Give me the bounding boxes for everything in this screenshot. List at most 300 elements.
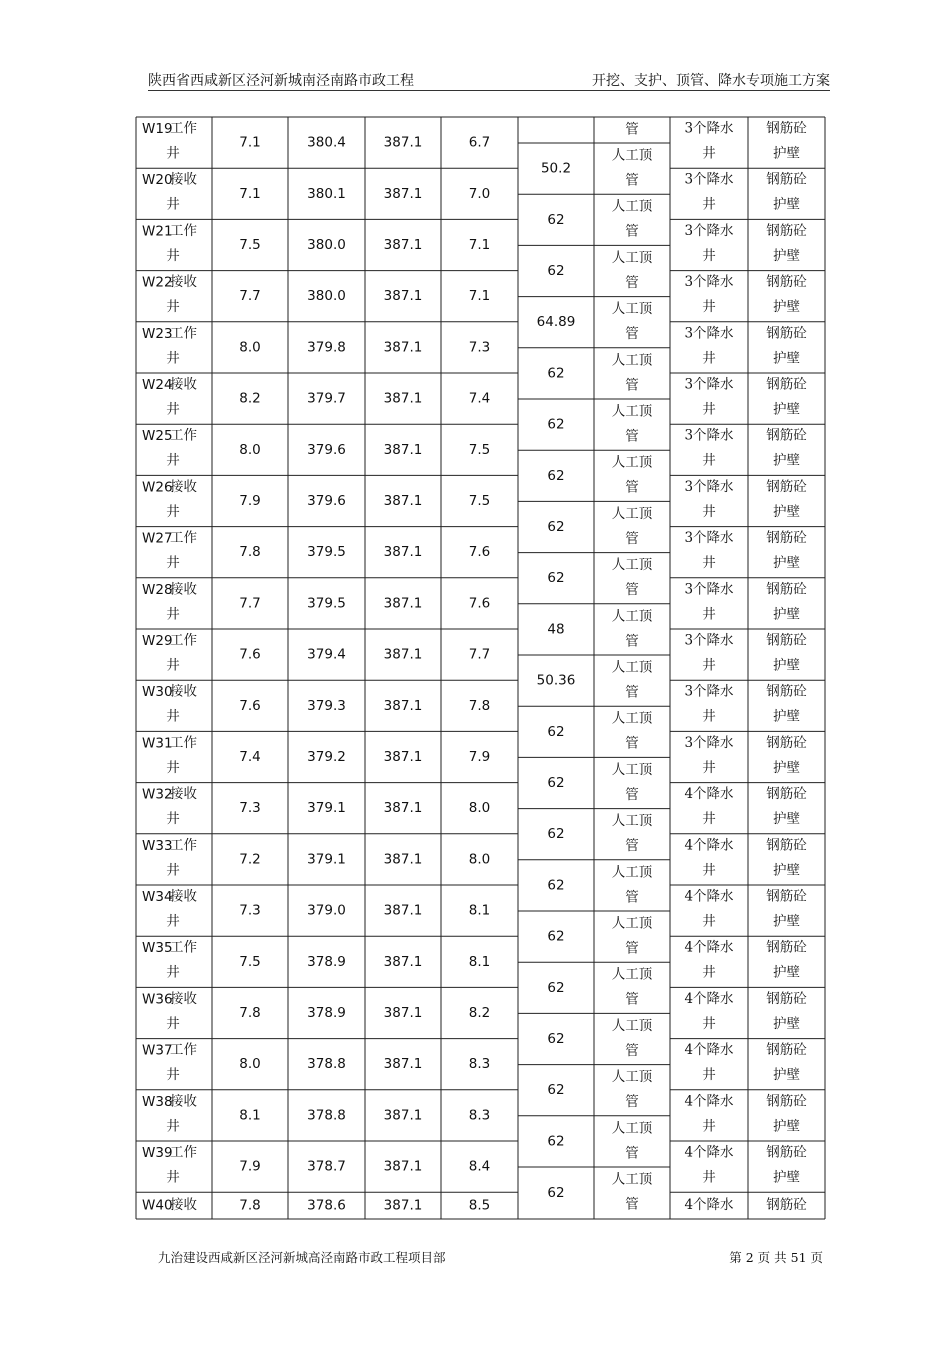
well-depth: 7.4 (239, 749, 261, 765)
well-depth: 7.6 (239, 646, 261, 663)
well-value: 7.4 (468, 390, 491, 407)
well-type: 工作 (170, 427, 197, 444)
dewatering-wells: 3个降水 (684, 376, 734, 393)
well-depth: 7.6 (239, 697, 261, 714)
construction-method-cont: 管 (625, 1042, 639, 1059)
support-type: 钢筋砼 (766, 734, 807, 751)
support-type: 钢筋砼 (766, 171, 807, 188)
well-bottom-elevation: 379.8 (307, 339, 346, 356)
well-bottom-elevation: 378.7 (307, 1158, 346, 1175)
construction-method-cont: 管 (625, 991, 639, 1008)
segment-length: 62 (547, 979, 565, 996)
well-type: 工作 (170, 530, 197, 547)
well-type: 接收 (170, 786, 197, 803)
construction-method-cont: 管 (625, 121, 639, 138)
well-id: W36 (142, 991, 173, 1008)
segment-length: 50.36 (536, 672, 576, 689)
well-id: W21 (142, 223, 173, 240)
segment-length: 62 (547, 1031, 565, 1047)
well-type-cont: 井 (166, 1067, 180, 1084)
support-type-cont: 护壁 (773, 503, 800, 520)
construction-method: 人工顶 (611, 249, 653, 266)
support-type: 钢筋砼 (766, 120, 807, 137)
well-bottom-elevation: 379.5 (307, 544, 346, 561)
dewatering-wells: 3个降水 (684, 222, 734, 239)
well-ground-elevation: 387.1 (383, 493, 423, 509)
dewatering-wells: 4个降水 (684, 1093, 734, 1110)
segment-length: 62 (547, 1133, 565, 1150)
well-id: W31 (142, 735, 173, 752)
well-ground-elevation: 387.1 (383, 646, 423, 663)
dewatering-wells: 3个降水 (684, 427, 734, 444)
well-value: 6.7 (468, 134, 491, 151)
well-depth: 7.8 (239, 544, 261, 561)
well-bottom-elevation: 378.8 (307, 1056, 346, 1073)
well-type-cont: 井 (166, 145, 180, 162)
well-depth: 7.1 (239, 185, 261, 202)
dewatering-wells-cont: 井 (702, 452, 716, 469)
well-type-cont: 井 (166, 1118, 180, 1135)
support-type: 钢筋砼 (766, 1197, 807, 1214)
construction-method: 人工顶 (611, 864, 653, 881)
construction-method-cont: 管 (625, 582, 639, 599)
construction-method-cont: 管 (625, 1145, 639, 1162)
well-ground-elevation: 387.1 (383, 697, 423, 714)
well-id: W27 (142, 530, 173, 547)
construction-method-cont: 管 (625, 172, 639, 189)
well-id: W20 (142, 172, 173, 189)
segment-length: 62 (547, 775, 565, 791)
dewatering-wells-cont: 井 (702, 503, 716, 520)
well-type: 工作 (170, 939, 197, 956)
well-depth: 7.8 (239, 1005, 261, 1021)
well-depth: 7.1 (239, 134, 261, 151)
segment-length: 50.2 (540, 160, 572, 177)
support-type-cont: 护壁 (773, 299, 800, 316)
well-id: W38 (142, 1093, 173, 1110)
well-value: 7.6 (468, 544, 491, 561)
well-bottom-elevation: 380.4 (307, 134, 346, 151)
well-type-cont: 井 (166, 606, 180, 623)
well-type: 接收 (170, 990, 197, 1007)
well-value: 7.7 (468, 646, 491, 663)
support-type: 钢筋砼 (766, 1093, 807, 1110)
well-depth: 7.2 (239, 851, 261, 868)
well-depth: 8.0 (239, 339, 261, 356)
dewatering-wells-cont: 井 (702, 145, 716, 162)
well-value: 7.3 (468, 339, 491, 356)
support-type-cont: 护壁 (773, 145, 800, 162)
support-type: 钢筋砼 (766, 939, 807, 956)
support-type-cont: 护壁 (773, 913, 800, 930)
support-type-cont: 护壁 (773, 657, 800, 674)
dewatering-wells-cont: 井 (702, 299, 716, 316)
well-depth: 8.0 (239, 1056, 261, 1073)
well-type: 工作 (170, 1144, 197, 1161)
dewatering-wells-cont: 井 (702, 401, 716, 418)
well-bottom-elevation: 378.6 (307, 1197, 346, 1214)
well-id: W33 (142, 837, 173, 854)
support-type-cont: 护壁 (773, 964, 800, 981)
dewatering-wells: 3个降水 (684, 734, 734, 751)
support-type: 钢筋砼 (766, 888, 807, 905)
dewatering-wells: 3个降水 (684, 274, 734, 291)
well-id: W35 (142, 940, 173, 957)
well-type: 接收 (170, 171, 197, 188)
dewatering-wells: 4个降水 (684, 837, 734, 854)
construction-method-cont: 管 (625, 838, 639, 855)
well-id: W19 (142, 121, 173, 137)
construction-method: 人工顶 (611, 966, 653, 983)
well-id: W40 (142, 1197, 173, 1214)
well-ground-elevation: 387.1 (383, 1197, 423, 1214)
support-type: 钢筋砼 (766, 427, 807, 444)
construction-method: 人工顶 (611, 608, 653, 625)
well-ground-elevation: 387.1 (383, 237, 423, 253)
segment-length: 62 (547, 723, 565, 740)
well-value: 7.6 (468, 595, 491, 612)
well-depth: 7.9 (239, 493, 261, 509)
dewatering-wells-cont: 井 (702, 811, 716, 828)
dewatering-wells-cont: 井 (702, 964, 716, 981)
well-bottom-elevation: 379.4 (307, 646, 346, 663)
support-type-cont: 护壁 (773, 708, 800, 725)
dewatering-wells: 3个降水 (684, 530, 734, 547)
well-type-cont: 井 (166, 401, 180, 418)
construction-method-cont: 管 (625, 1094, 639, 1111)
well-type: 工作 (170, 1042, 197, 1059)
construction-method: 人工顶 (611, 454, 653, 471)
well-type: 工作 (170, 837, 197, 854)
segment-length: 62 (547, 211, 565, 228)
well-ground-elevation: 387.1 (383, 1056, 423, 1073)
well-id: W25 (142, 428, 173, 445)
segment-length: 48 (547, 621, 565, 638)
dewatering-wells-cont: 井 (702, 247, 716, 264)
well-type-cont: 井 (166, 1169, 180, 1186)
support-type: 钢筋砼 (766, 325, 807, 342)
segment-length: 62 (547, 877, 565, 894)
well-value: 8.4 (468, 1158, 491, 1175)
header-document-title: 开挖、支护、顶管、降水专项施工方案 (592, 73, 830, 89)
well-ground-elevation: 387.1 (383, 185, 423, 202)
construction-method-cont: 管 (625, 377, 639, 394)
construction-method-cont: 管 (625, 530, 639, 547)
well-type-cont: 井 (166, 708, 180, 725)
support-type: 钢筋砼 (766, 786, 807, 803)
dewatering-wells-cont: 井 (702, 913, 716, 930)
construction-method-cont: 管 (625, 786, 639, 803)
well-ground-elevation: 387.1 (383, 544, 423, 561)
support-type: 钢筋砼 (766, 990, 807, 1007)
support-type-cont: 护壁 (773, 862, 800, 879)
dewatering-wells: 4个降水 (684, 939, 734, 956)
segment-length: 62 (547, 519, 565, 535)
construction-method: 人工顶 (611, 352, 653, 369)
support-type: 钢筋砼 (766, 376, 807, 393)
construction-method-cont: 管 (625, 889, 639, 906)
dewatering-wells-cont: 井 (702, 350, 716, 367)
well-type-cont: 井 (166, 503, 180, 520)
well-type: 工作 (170, 120, 197, 137)
well-id: W26 (142, 479, 173, 496)
well-value: 7.0 (468, 185, 491, 202)
dewatering-wells-cont: 井 (702, 606, 716, 623)
construction-method: 人工顶 (611, 403, 653, 420)
well-depth: 7.3 (239, 800, 261, 817)
construction-method: 人工顶 (611, 1120, 653, 1137)
construction-method: 人工顶 (611, 1171, 653, 1188)
support-type-cont: 护壁 (773, 196, 800, 213)
support-type-cont: 护壁 (773, 247, 800, 264)
well-type-cont: 井 (166, 555, 180, 572)
support-type-cont: 护壁 (773, 759, 800, 776)
support-type-cont: 护壁 (773, 1067, 800, 1084)
dewatering-wells-cont: 井 (702, 759, 716, 776)
segment-length: 62 (547, 467, 565, 484)
dewatering-wells: 3个降水 (684, 683, 734, 700)
construction-method: 人工顶 (611, 1017, 653, 1034)
well-type-cont: 井 (166, 452, 180, 469)
construction-method-cont: 管 (625, 1196, 639, 1213)
well-type: 接收 (170, 683, 197, 700)
well-value: 8.3 (468, 1056, 491, 1073)
construction-method: 人工顶 (611, 557, 653, 574)
dewatering-wells-cont: 井 (702, 1118, 716, 1135)
construction-method-cont: 管 (625, 940, 639, 957)
support-type-cont: 护壁 (773, 811, 800, 828)
well-depth: 8.2 (239, 390, 261, 407)
segment-length: 62 (547, 416, 565, 433)
segment-length: 62 (547, 263, 565, 279)
dewatering-wells-cont: 井 (702, 657, 716, 674)
dewatering-wells: 3个降水 (684, 632, 734, 649)
support-type-cont: 护壁 (773, 606, 800, 623)
well-type: 工作 (170, 734, 197, 751)
well-id: W28 (142, 581, 173, 598)
dewatering-wells: 4个降水 (684, 1042, 734, 1059)
dewatering-wells: 3个降水 (684, 325, 734, 342)
well-id: W30 (142, 684, 173, 701)
dewatering-wells-cont: 井 (702, 1015, 716, 1032)
dewatering-wells: 3个降水 (684, 581, 734, 598)
dewatering-wells: 4个降水 (684, 888, 734, 905)
construction-method-cont: 管 (625, 479, 639, 496)
construction-method: 人工顶 (611, 710, 653, 727)
support-type: 钢筋砼 (766, 581, 807, 598)
well-value: 7.5 (468, 441, 491, 458)
header-project-title: 陕西省西咸新区泾河新城南泾南路市政工程 (148, 73, 414, 89)
well-type-cont: 井 (166, 350, 180, 367)
segment-length: 62 (547, 365, 565, 382)
well-value: 8.1 (468, 953, 491, 970)
well-type-cont: 井 (166, 247, 180, 264)
well-value: 8.3 (468, 1107, 491, 1124)
construction-method: 人工顶 (611, 761, 653, 778)
well-depth: 7.7 (239, 288, 261, 305)
well-type: 接收 (170, 274, 197, 291)
well-id: W22 (142, 274, 173, 291)
segment-length: 62 (547, 928, 565, 945)
construction-method: 人工顶 (611, 147, 653, 164)
construction-method: 人工顶 (611, 505, 653, 522)
well-id: W37 (142, 1042, 173, 1059)
well-bottom-elevation: 379.3 (307, 697, 346, 714)
well-bottom-elevation: 378.9 (307, 953, 346, 970)
well-value: 8.0 (468, 851, 491, 868)
well-value: 8.5 (468, 1197, 491, 1214)
well-depth: 7.9 (239, 1158, 261, 1175)
well-bottom-elevation: 380.0 (307, 237, 346, 253)
well-bottom-elevation: 379.0 (307, 902, 346, 919)
well-value: 7.1 (468, 288, 491, 305)
support-type: 钢筋砼 (766, 837, 807, 854)
well-ground-elevation: 387.1 (383, 441, 423, 458)
well-value: 8.2 (468, 1005, 491, 1021)
well-bottom-elevation: 379.6 (307, 441, 346, 458)
well-id: W39 (142, 1145, 173, 1161)
well-depth: 8.0 (239, 441, 261, 458)
well-type: 工作 (170, 325, 197, 342)
well-bottom-elevation: 378.8 (307, 1107, 346, 1124)
well-type: 接收 (170, 888, 197, 905)
dewatering-wells-cont: 井 (702, 862, 716, 879)
well-depth: 7.5 (239, 953, 261, 970)
well-id: W34 (142, 889, 173, 905)
support-type: 钢筋砼 (766, 1144, 807, 1161)
well-ground-elevation: 387.1 (383, 953, 423, 970)
support-type-cont: 护壁 (773, 1169, 800, 1186)
well-depth: 7.8 (239, 1197, 261, 1214)
well-ground-elevation: 387.1 (383, 902, 423, 919)
well-type-cont: 井 (166, 862, 180, 879)
well-ground-elevation: 387.1 (383, 749, 423, 765)
well-depth: 7.7 (239, 595, 261, 612)
dewatering-wells: 3个降水 (684, 120, 734, 137)
dewatering-wells-cont: 井 (702, 708, 716, 725)
well-ground-elevation: 387.1 (383, 595, 423, 612)
support-type: 钢筋砼 (766, 222, 807, 239)
well-bottom-elevation: 379.6 (307, 493, 346, 509)
segment-length: 64.89 (536, 314, 576, 331)
construction-method: 人工顶 (611, 198, 653, 215)
segment-length: 62 (547, 570, 565, 587)
support-type: 钢筋砼 (766, 478, 807, 495)
well-id: W32 (142, 786, 173, 803)
support-type-cont: 护壁 (773, 401, 800, 418)
support-type: 钢筋砼 (766, 530, 807, 547)
well-value: 7.9 (468, 749, 491, 765)
support-type-cont: 护壁 (773, 1118, 800, 1135)
well-id: W29 (142, 633, 173, 649)
well-ground-elevation: 387.1 (383, 390, 423, 407)
well-ground-elevation: 387.1 (383, 1107, 423, 1124)
well-type-cont: 井 (166, 657, 180, 674)
dewatering-wells: 3个降水 (684, 478, 734, 495)
dewatering-wells-cont: 井 (702, 1067, 716, 1084)
well-ground-elevation: 387.1 (383, 800, 423, 817)
dewatering-wells: 3个降水 (684, 171, 734, 188)
well-type: 接收 (170, 478, 197, 495)
well-type-cont: 井 (166, 299, 180, 316)
well-type-cont: 井 (166, 811, 180, 828)
dewatering-wells: 4个降水 (684, 786, 734, 803)
well-bottom-elevation: 380.1 (307, 185, 346, 202)
dewatering-wells-cont: 井 (702, 1169, 716, 1186)
support-type-cont: 护壁 (773, 555, 800, 572)
support-type: 钢筋砼 (766, 274, 807, 291)
well-bottom-elevation: 379.5 (307, 595, 346, 612)
well-bottom-elevation: 380.0 (307, 288, 346, 305)
well-ground-elevation: 387.1 (383, 288, 423, 305)
well-ground-elevation: 387.1 (383, 339, 423, 356)
well-ground-elevation: 387.1 (383, 1005, 423, 1021)
segment-length: 62 (547, 826, 565, 843)
well-ground-elevation: 387.1 (383, 1158, 423, 1175)
well-depth: 7.3 (239, 902, 261, 919)
well-id: W24 (142, 377, 173, 393)
construction-method-cont: 管 (625, 633, 639, 650)
support-type: 钢筋砼 (766, 683, 807, 700)
dewatering-wells: 4个降水 (684, 1144, 734, 1161)
support-type-cont: 护壁 (773, 452, 800, 469)
well-bottom-elevation: 379.7 (307, 390, 346, 407)
dewatering-wells: 4个降水 (684, 1197, 734, 1214)
well-type-cont: 井 (166, 1015, 180, 1032)
segment-length: 62 (547, 1082, 565, 1099)
support-type: 钢筋砼 (766, 632, 807, 649)
well-value: 8.1 (468, 902, 491, 919)
construction-method-cont: 管 (625, 326, 639, 343)
well-type: 接收 (170, 581, 197, 598)
dewatering-wells-cont: 井 (702, 196, 716, 213)
dewatering-wells: 4个降水 (684, 990, 734, 1007)
well-value: 7.1 (468, 237, 491, 253)
well-type: 接收 (170, 376, 197, 393)
construction-method: 人工顶 (611, 1069, 653, 1086)
construction-method-cont: 管 (625, 223, 639, 240)
well-ground-elevation: 387.1 (383, 134, 423, 151)
well-value: 7.8 (468, 697, 491, 714)
well-depth: 8.1 (239, 1107, 261, 1124)
well-type: 接收 (170, 1197, 197, 1214)
well-bottom-elevation: 378.9 (307, 1005, 346, 1021)
well-bottom-elevation: 379.2 (307, 749, 346, 765)
well-type: 工作 (170, 632, 197, 649)
support-type: 钢筋砼 (766, 1042, 807, 1059)
footer-page-number: 第 2 页 共 51 页 (729, 1250, 823, 1265)
construction-method: 人工顶 (611, 301, 653, 318)
construction-method-cont: 管 (625, 428, 639, 445)
well-type: 工作 (170, 222, 197, 239)
construction-method-cont: 管 (625, 274, 639, 291)
well-type-cont: 井 (166, 759, 180, 776)
well-id: W23 (142, 325, 173, 342)
well-value: 8.0 (468, 800, 491, 817)
well-type-cont: 井 (166, 913, 180, 930)
dewatering-wells-cont: 井 (702, 555, 716, 572)
footer-company: 九治建设西咸新区泾河新城高泾南路市政工程项目部 (158, 1250, 446, 1265)
construction-method-cont: 管 (625, 684, 639, 701)
construction-method-cont: 管 (625, 735, 639, 752)
well-bottom-elevation: 379.1 (307, 800, 346, 817)
support-type-cont: 护壁 (773, 350, 800, 367)
well-value: 7.5 (468, 493, 491, 509)
well-bottom-elevation: 379.1 (307, 851, 346, 868)
well-type-cont: 井 (166, 196, 180, 213)
construction-method: 人工顶 (611, 659, 653, 676)
well-type: 接收 (170, 1093, 197, 1110)
